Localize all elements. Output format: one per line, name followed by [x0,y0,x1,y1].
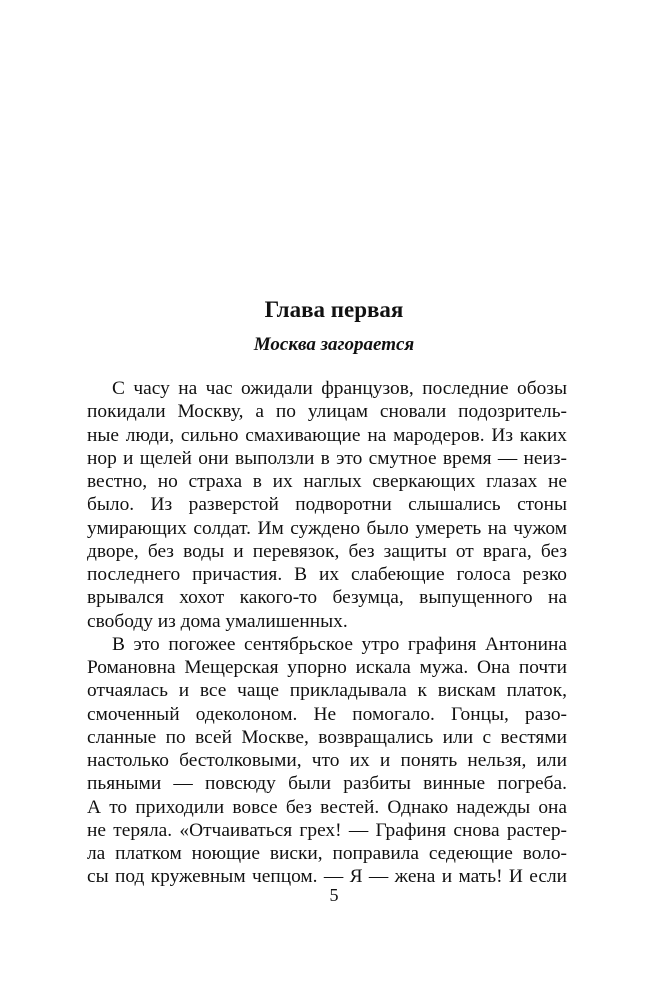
text-line: последнего причастия. В их слабеющие голоса резко [87,564,567,585]
text-line: врывался хохот какого-то безумца, выпущенного на [87,587,567,609]
text-line: нор и щелей они выползли в это смутное время — неиз- [87,447,567,469]
text-line: С часу на час ожидали французов, последние обозы [112,378,567,399]
text-line: сланные по всей Москве, возвращались или с вестями [87,726,567,748]
page-number: 5 [329,885,339,905]
text-line: сы под кружевным чепцом. — Я — жена и мать! И если [87,866,567,888]
text-line: А то приходили вовсе без вестей. Однако надежды она [87,796,567,818]
text-line: покидали Москву, а по улицам сновали подозритель- [87,401,567,423]
text-line: умирающих солдат. Им суждено было умереть на чужом [87,517,567,539]
text-line: ные люди, сильно смахивающие на мародеров. Из каких [87,424,567,446]
text-line: Романовна Мещерская упорно искала мужа. Она почти [87,657,567,678]
text-line: не теряла. «Отчаиваться грех! — Графиня снова растер- [87,819,567,841]
text-line: дворе, без воды и перевязок, без защиты от врага, без [87,540,567,562]
text-line: вестно, но страха в их наглых сверкающих глазах не [87,471,567,492]
text-line: ла платком ноющие виски, поправила седеющие воло- [87,843,567,864]
text-line: свободу из дома умалишенных. [87,610,348,632]
paragraph-1 [87,377,567,633]
text-line: настолько бестолковыми, что их и понять нельзя, или [87,750,567,771]
text-line: было. Из разверстой подворотни слышались стоны [87,494,567,516]
chapter-title: Глава первая [264,297,404,322]
text-line: пьяными — повсюду были разбиты винные погреба. [87,773,567,795]
text-line: В это погожее сентябрьское утро графиня Антонина [112,633,567,655]
chapter-subtitle: Москва загорается [253,334,415,355]
text-line: смоченный одеколоном. Не помогало. Гонцы, разо- [87,703,567,725]
text-line: отчаялась и все чаще прикладывала к вискам платок, [87,680,567,702]
body-text [87,377,567,889]
paragraph-2 [87,633,567,889]
